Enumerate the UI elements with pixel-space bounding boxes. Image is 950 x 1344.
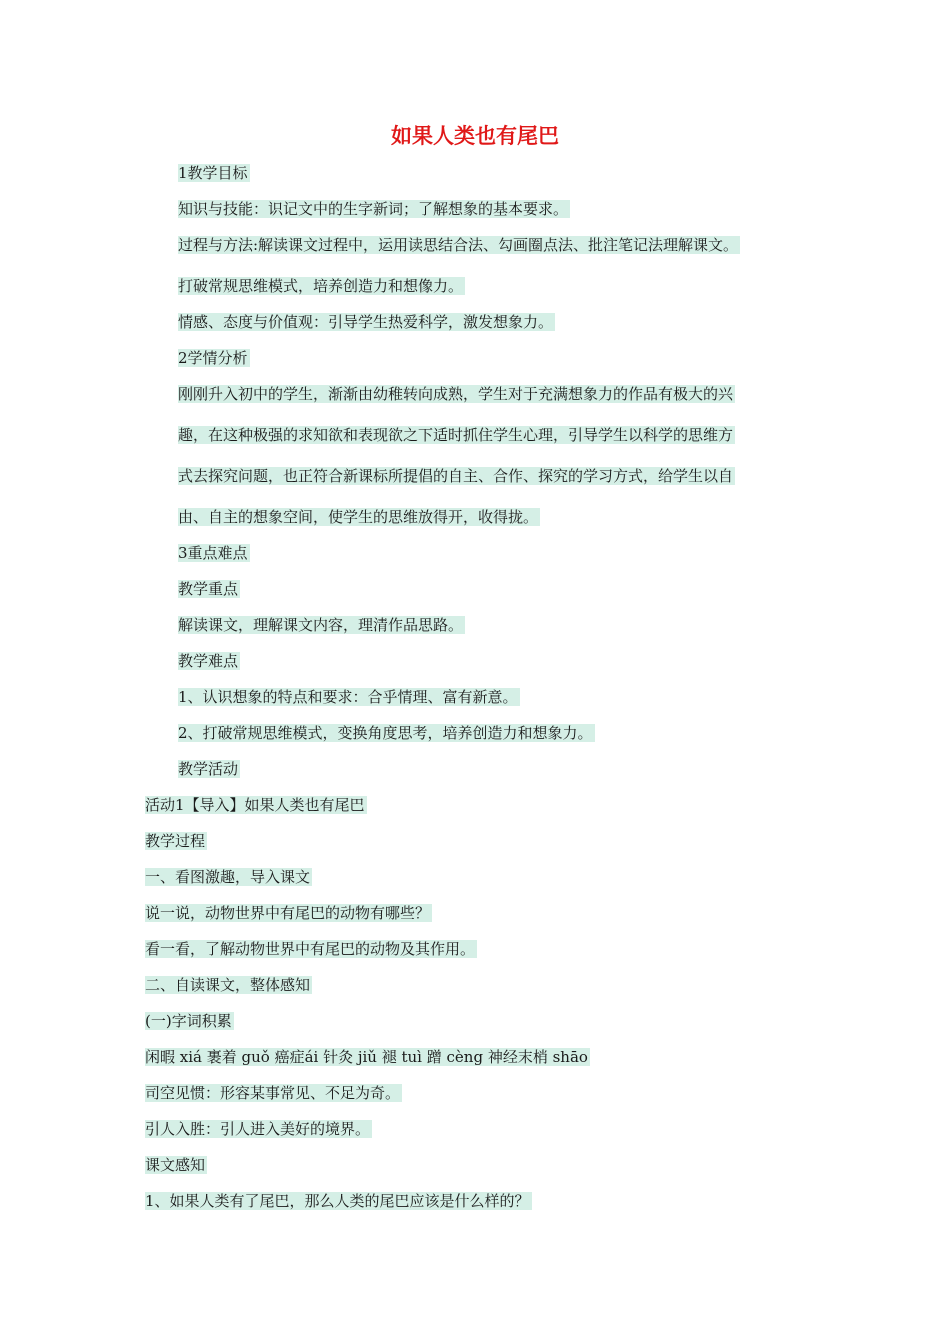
vocabulary-pinyin-list: 闲暇 xiá 裹着 guǒ 癌症ái 针灸 jiǔ 褪 tuì 蹭 cèng 神经末梢 shāo (145, 1048, 588, 1066)
paragraph-look: 看一看，了解动物世界中有尾巴的动物及其作用。 (145, 940, 476, 958)
subheading-activities: 教学活动 (178, 760, 239, 778)
activity-heading: 活动1【导入】如果人类也有尾巴 (145, 796, 365, 814)
list-item-difficulty-2: 2、打破常规思维模式，变换角度思考，培养创造力和想象力。 (178, 724, 593, 742)
subheading-vocabulary: (一)字词积累 (145, 1012, 232, 1030)
paragraph-process-methods: 过程与方法:解读课文过程中，运用读思结合法、勾画圈点法、批注笔记法理解课文。 (178, 236, 739, 254)
section-heading-key-points: 3重点难点 (178, 544, 248, 562)
paragraph-say: 说一说，动物世界中有尾巴的动物有哪些？ (145, 904, 431, 922)
heading-teaching-process: 教学过程 (145, 832, 206, 850)
section-heading-objectives: 1教学目标 (178, 164, 248, 182)
subheading-key-point: 教学重点 (178, 580, 239, 598)
paragraph-analysis-line-3: 式去探究问题，也正符合新课标所提倡的自主、合作、探究的学习方式，给学生以自 (178, 467, 734, 485)
list-item-difficulty-1: 1、认识想象的特点和要求：合乎情理、富有新意。 (178, 688, 518, 706)
idiom-definition-2: 引人入胜：引人进入美好的境界。 (145, 1120, 371, 1138)
paragraph-knowledge-skills: 知识与技能：识记文中的生字新词；了解想象的基本要求。 (178, 200, 569, 218)
document-title: 如果人类也有尾巴 (391, 123, 559, 148)
subheading-difficulty: 教学难点 (178, 652, 239, 670)
question-1: 1、如果人类有了尾巴，那么人类的尾巴应该是什么样的？ (145, 1192, 530, 1210)
idiom-definition-1: 司空见惯：形容某事常见、不足为奇。 (145, 1084, 401, 1102)
subheading-text-perception: 课文感知 (145, 1156, 206, 1174)
paragraph-process-methods-cont: 打破常规思维模式，培养创造力和想像力。 (178, 277, 464, 295)
paragraph-analysis-line-4: 由、自主的想象空间，使学生的思维放得开，收得拢。 (178, 508, 539, 526)
paragraph-key-point: 解读课文，理解课文内容，理清作品思路。 (178, 616, 464, 634)
step-heading-1: 一、看图激趣，导入课文 (145, 868, 311, 886)
step-heading-2: 二、自读课文，整体感知 (145, 976, 311, 994)
paragraph-analysis-line-2: 趣，在这种极强的求知欲和表现欲之下适时抓住学生心理，引导学生以科学的思维方 (178, 426, 734, 444)
paragraph-analysis-line-1: 刚刚升入初中的学生，渐渐由幼稚转向成熟，学生对于充满想象力的作品有极大的兴 (178, 385, 734, 403)
section-heading-analysis: 2学情分析 (178, 349, 248, 367)
paragraph-emotion-values: 情感、态度与价值观：引导学生热爱科学，激发想象力。 (178, 313, 554, 331)
